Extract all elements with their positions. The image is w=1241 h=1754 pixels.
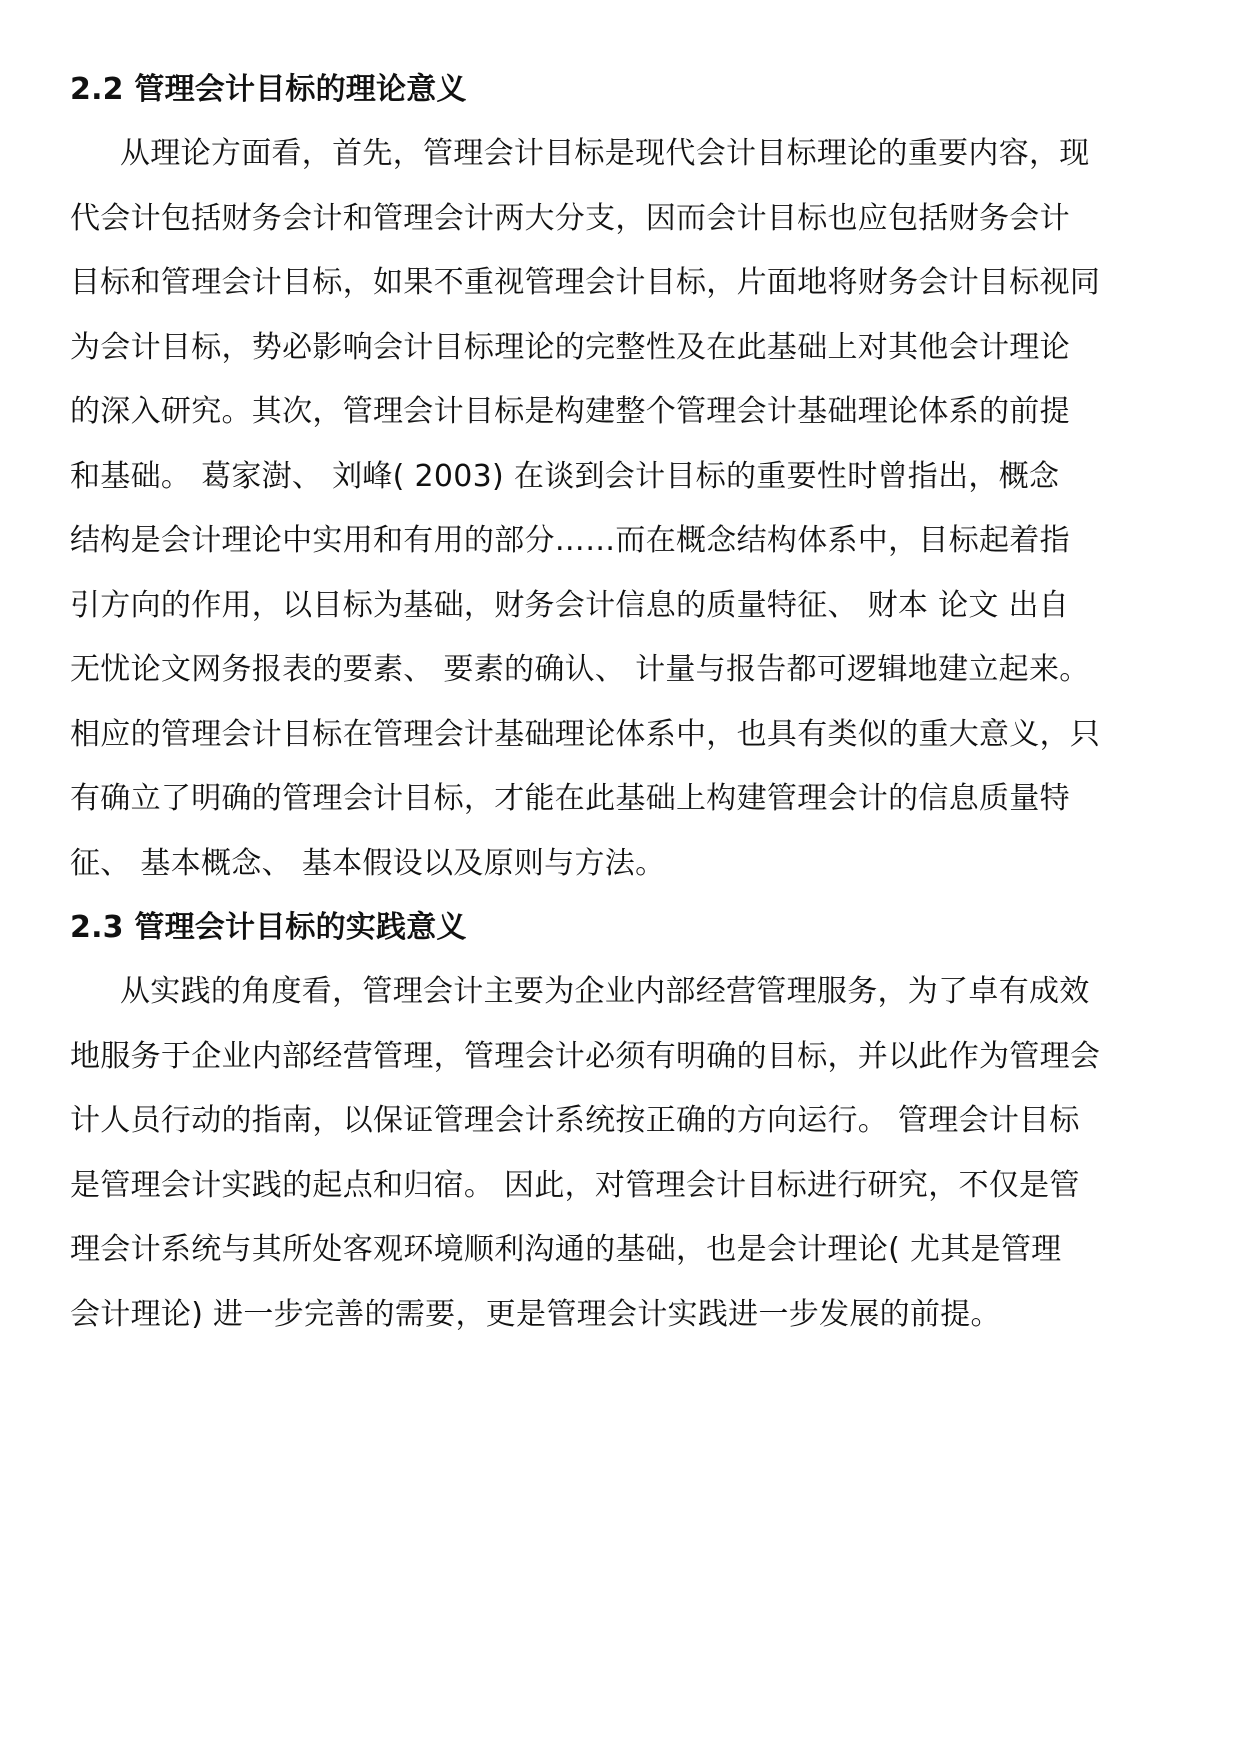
paragraph-line: 目标和管理会计目标，如果不重视管理会计目标，片面地将财务会计目标视同 [70, 265, 1101, 300]
paragraph-practical-significance [70, 960, 1175, 1347]
paragraph-line: 是管理会计实践的起点和归宿。 因此，对管理会计目标进行研究，不仅是管 [70, 1167, 1080, 1203]
paragraph-line: 和基础。 葛家澍、 刘峰( 2003) 在谈到会计目标的重要性时曾指出，概念 [70, 458, 1060, 494]
paragraph-line: 计人员行动的指南，以保证管理会计系统按正确的方向运行。 管理会计目标 [70, 1103, 1080, 1138]
paragraph-line: 从实践的角度看，管理会计主要为企业内部经营管理服务，为了卓有成效 [120, 974, 1090, 1009]
paragraph-line: 会计理论) 进一步完善的需要，更是管理会计实践进一步发展的前提。 [70, 1296, 1001, 1332]
paragraph-line: 征、 基本概念、 基本假设以及原则与方法。 [70, 845, 666, 881]
paragraph-line: 代会计包括财务会计和管理会计两大分支，因而会计目标也应包括财务会计 [70, 200, 1070, 236]
paragraph-line: 地服务于企业内部经营管理，管理会计必须有明确的目标，并以此作为管理会 [70, 1038, 1101, 1074]
paragraph-line: 结构是会计理论中实用和有用的部分……而在概念结构体系中，目标起着指 [70, 523, 1070, 558]
paragraph-line: 无忧论文网务报表的要素、 要素的确认、 计量与报告都可逻辑地建立起来。 [70, 652, 1090, 687]
paragraph-line: 理会计系统与其所处客观环境顺利沟通的基础，也是会计理论( 尤其是管理 [70, 1232, 1062, 1267]
paragraph-line: 引方向的作用，以目标为基础，财务会计信息的质量特征、 财本 论文 出自 [70, 587, 1070, 623]
section-heading-2-2: 2.2 管理会计目标的理论意义 [70, 72, 467, 107]
paragraph-line: 的深入研究。其次，管理会计目标是构建整个管理会计基础理论体系的前提 [70, 394, 1070, 429]
paragraph-line: 从理论方面看，首先，管理会计目标是现代会计目标理论的重要内容，现 [120, 136, 1090, 171]
document-body [70, 58, 1175, 1347]
section-heading-2-3: 2.3 管理会计目标的实践意义 [70, 910, 467, 945]
paragraph-line: 有确立了明确的管理会计目标，才能在此基础上构建管理会计的信息质量特 [70, 781, 1070, 816]
paragraph-theoretical-significance [70, 122, 1175, 896]
paragraph-line: 相应的管理会计目标在管理会计基础理论体系中，也具有类似的重大意义，只 [70, 716, 1101, 752]
paragraph-line: 为会计目标，势必影响会计目标理论的完整性及在此基础上对其他会计理论 [70, 329, 1070, 365]
